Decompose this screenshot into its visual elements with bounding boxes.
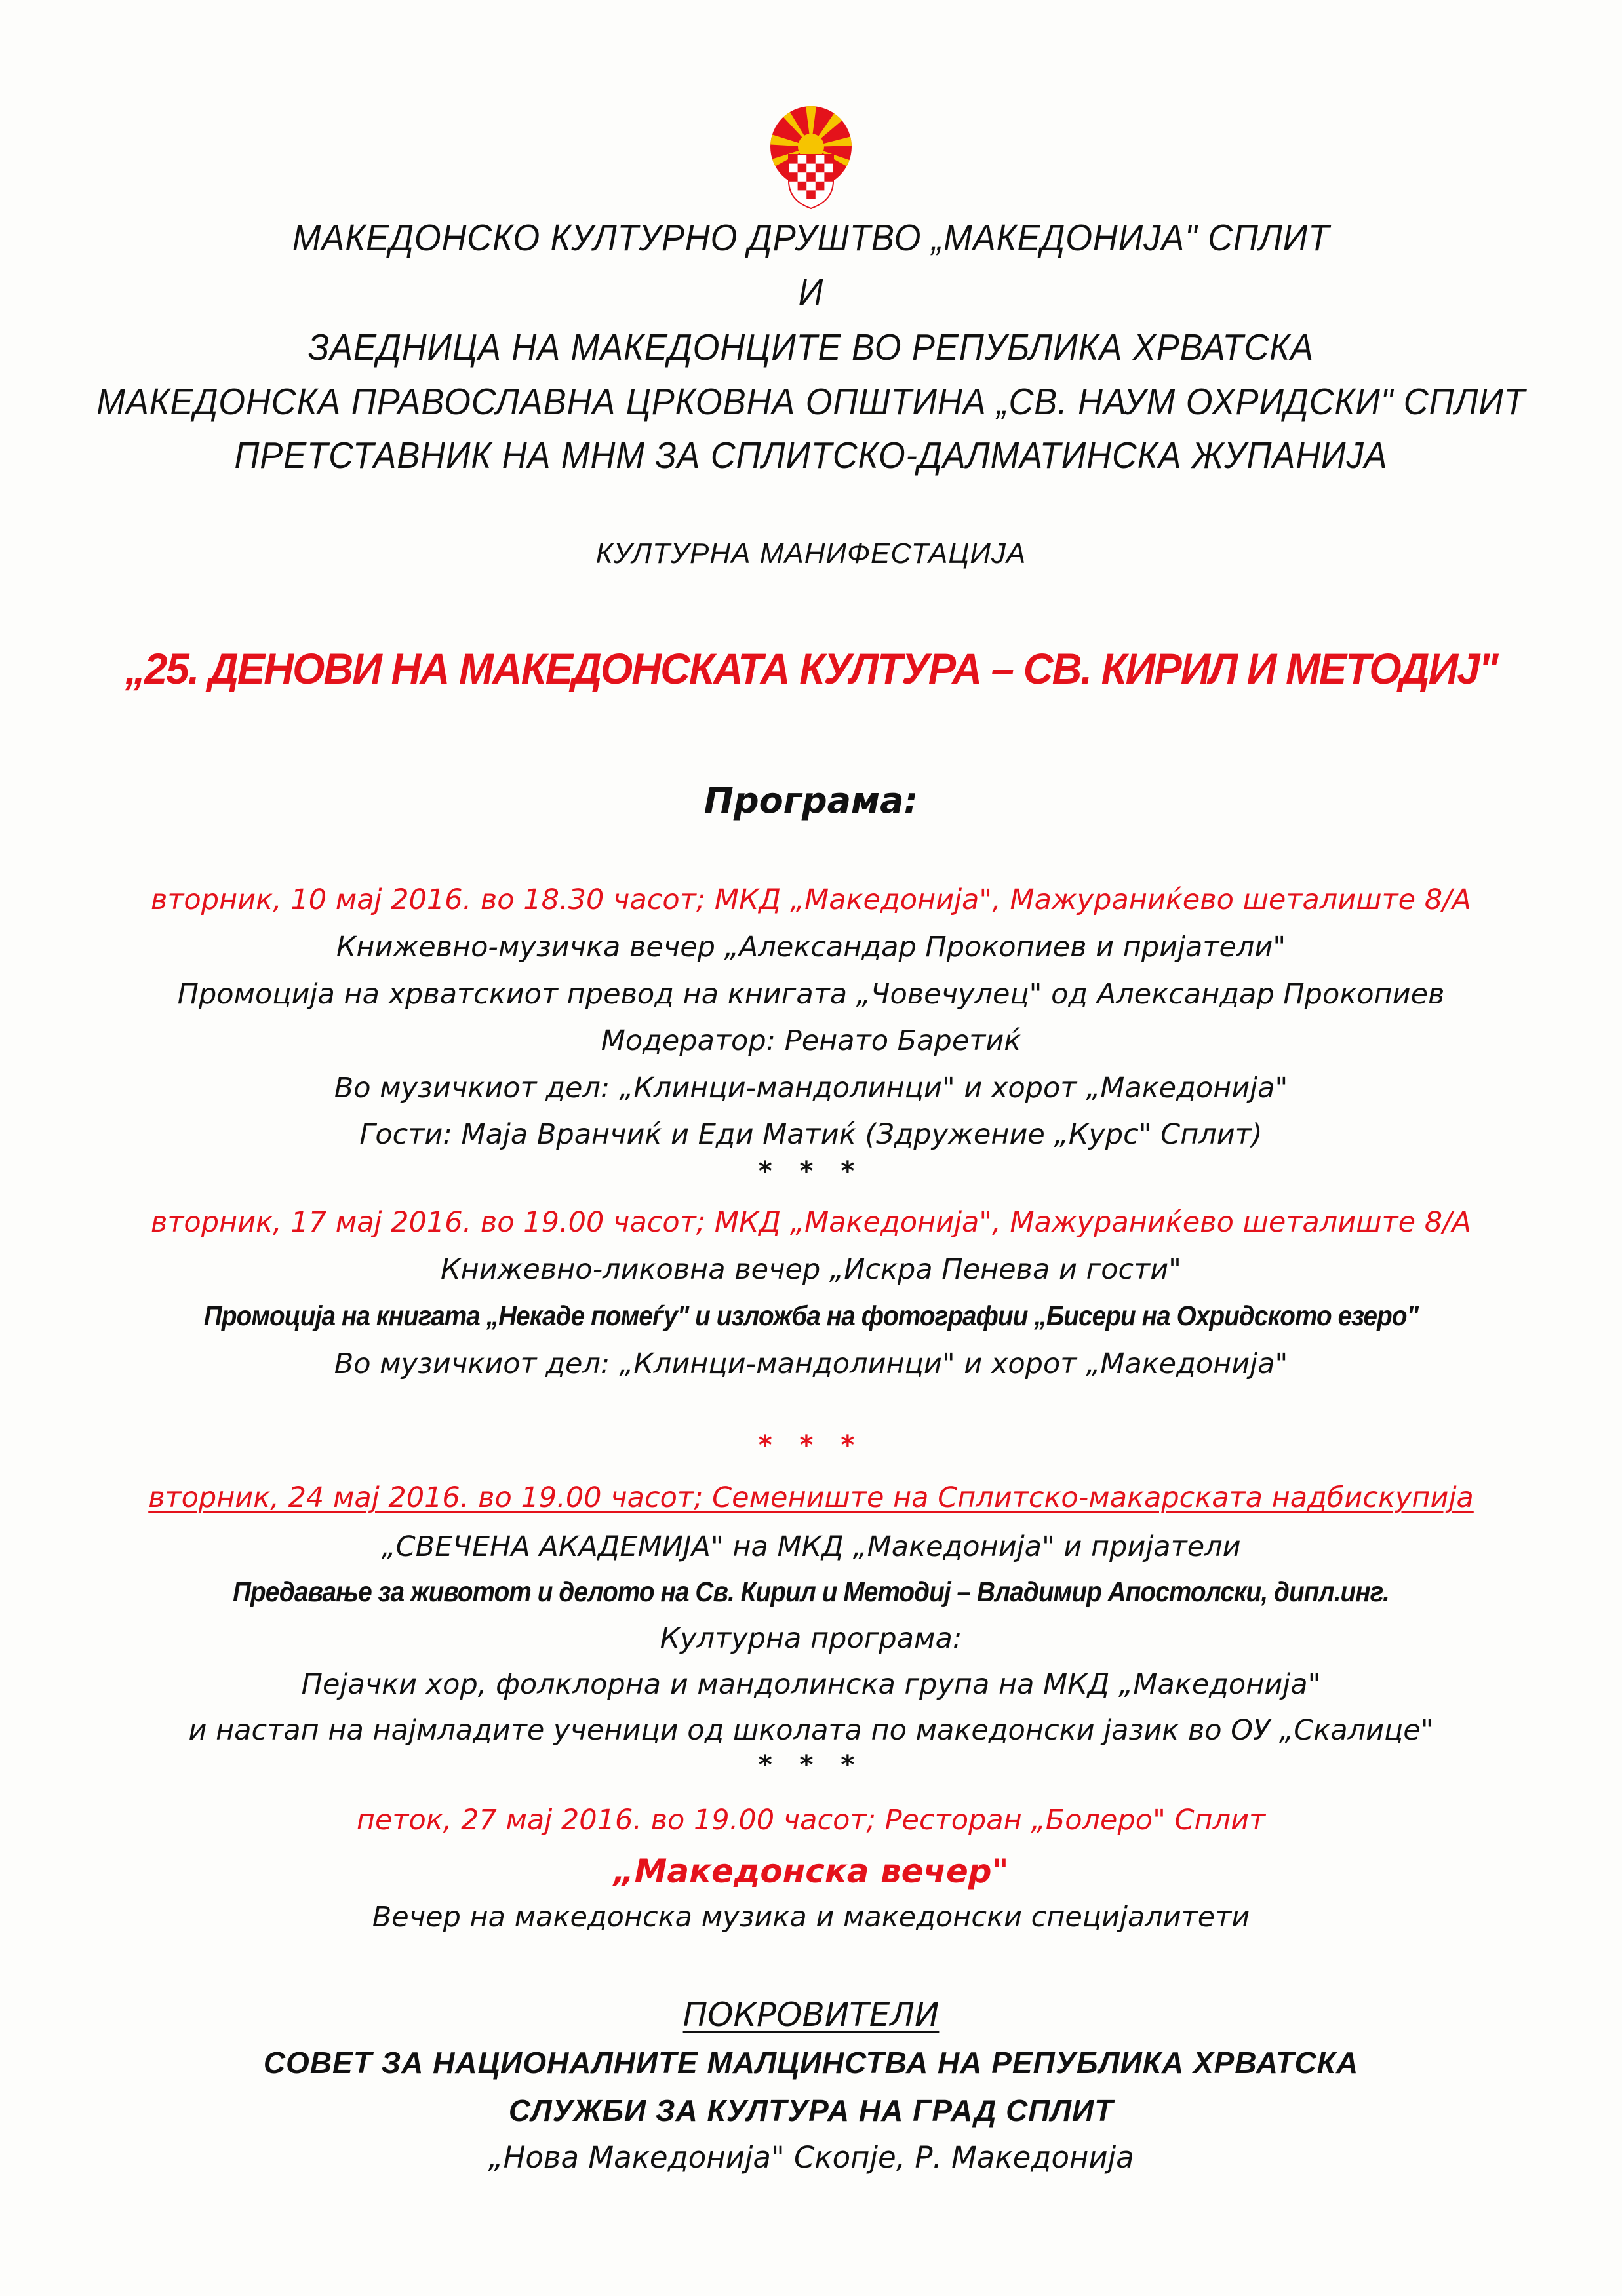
event-date-line: петок, 27 мај 2016. во 19.00 часот; Ресторан „Болеро" Сплит	[356, 1804, 1266, 1837]
organizer-line-4: ПРЕТСТАВНИК НА МНМ ЗА СПЛИТСКО-ДАЛМАТИНСКА ЖУПАНИЈА	[234, 435, 1388, 477]
society-emblem-icon	[765, 106, 857, 211]
event-detail-line: Вечер на македонска музика и македонски специјалитети	[372, 1901, 1250, 1934]
event-detail-line: Во музичкиот дел: „Клинци-мандолинци" и хорот „Македонија"	[334, 1348, 1288, 1380]
event-detail-line: Промоција на книгата „Некаде помеѓу" и изложба на фотографии „Бисери на Охридското езеро"	[203, 1300, 1419, 1332]
organizer-line-1: МАКЕДОНСКО КУЛТУРНО ДРУШТВО „МАКЕДОНИЈА" СПЛИТ	[292, 217, 1330, 259]
sponsor-item: СЛУЖБИ ЗА КУЛТУРА НА ГРАД СПЛИТ	[508, 2093, 1114, 2128]
festival-title: „25. ДЕНОВИ НА МАКЕДОНСКАТА КУЛТУРА – СВ. КИРИЛ И МЕТОДИЈ"	[125, 644, 1497, 693]
event-date-line: вторник, 10 мај 2016. во 18.30 часот; МКД „Македонија", Мажураниќево шеталиште 8/А	[151, 884, 1471, 916]
event-detail-line: Модератор: Ренато Баретиќ	[601, 1024, 1021, 1057]
event-date-line: вторник, 24 мај 2016. во 19.00 часот; Семениште на Сплитско-макарската надбискупија	[148, 1481, 1474, 1514]
event-date-line: вторник, 17 мај 2016. во 19.00 часот; МКД „Македонија", Мажураниќево шеталиште 8/А	[151, 1206, 1471, 1239]
event-title: „Македонска вечер"	[613, 1852, 1009, 1890]
event-detail-line: Гости: Маја Вранчиќ и Еди Матиќ (Здружение „Курс" Сплит)	[359, 1118, 1263, 1151]
sponsor-item: СОВЕТ ЗА НАЦИОНАЛНИТЕ МАЛЦИНСТВА НА РЕПУБЛИКА ХРВАТСКА	[263, 2046, 1359, 2080]
organizer-line-2: ЗАЕДНИЦА НА МАКЕДОНЦИТЕ ВО РЕПУБЛИКА ХРВАТСКА	[308, 326, 1314, 368]
manifestation-label: КУЛТУРНА МАНИФЕСТАЦИЈА	[595, 537, 1027, 570]
section-separator: * * *	[758, 1156, 864, 1186]
section-separator: * * *	[758, 1430, 864, 1460]
event-detail-line: и настап на најмладите ученици од школата по македонски јазик во ОУ „Скалице"	[188, 1714, 1434, 1747]
event-detail-line: Книжевно-музичка вечер „Александар Прокопиев и пријатели"	[336, 931, 1286, 963]
event-detail-line: „СВЕЧЕНА АКАДЕМИЈА" на МКД „Македонија" и пријатели	[381, 1530, 1241, 1563]
event-detail-line: Предавање за животот и делото на Св. Кирил и Методиј – Владимир Апостолски, дипл.инг.	[233, 1576, 1389, 1608]
and-word: И	[798, 271, 824, 313]
event-detail-line: Книжевно-ликовна вечер „Искра Пенева и гости"	[441, 1253, 1181, 1286]
event-detail-line: Во музичкиот дел: „Клинци-мандолинци" и хорот „Македонија"	[334, 1072, 1288, 1104]
event-detail-line: Културна програма:	[660, 1622, 962, 1655]
event-detail-line: Промоција на хрватскиот превод на книгата „Човечулец" од Александар Прокопиев	[177, 978, 1445, 1011]
organizer-line-3: МАКЕДОНСКА ПРАВОСЛАВНА ЦРКОВНА ОПШТИНА „СВ. НАУМ ОХРИДСКИ" СПЛИТ	[96, 381, 1526, 423]
sponsor-item: „Нова Македонија" Скопје, Р. Македонија	[488, 2140, 1134, 2175]
program-title: Програма:	[703, 780, 919, 821]
section-separator: * * *	[758, 1750, 864, 1780]
sponsors-title: ПОКРОВИТЕЛИ	[682, 1996, 940, 2034]
event-detail-line: Пејачки хор, фолклорна и мандолинска група на МКД „Македонија"	[301, 1668, 1321, 1701]
